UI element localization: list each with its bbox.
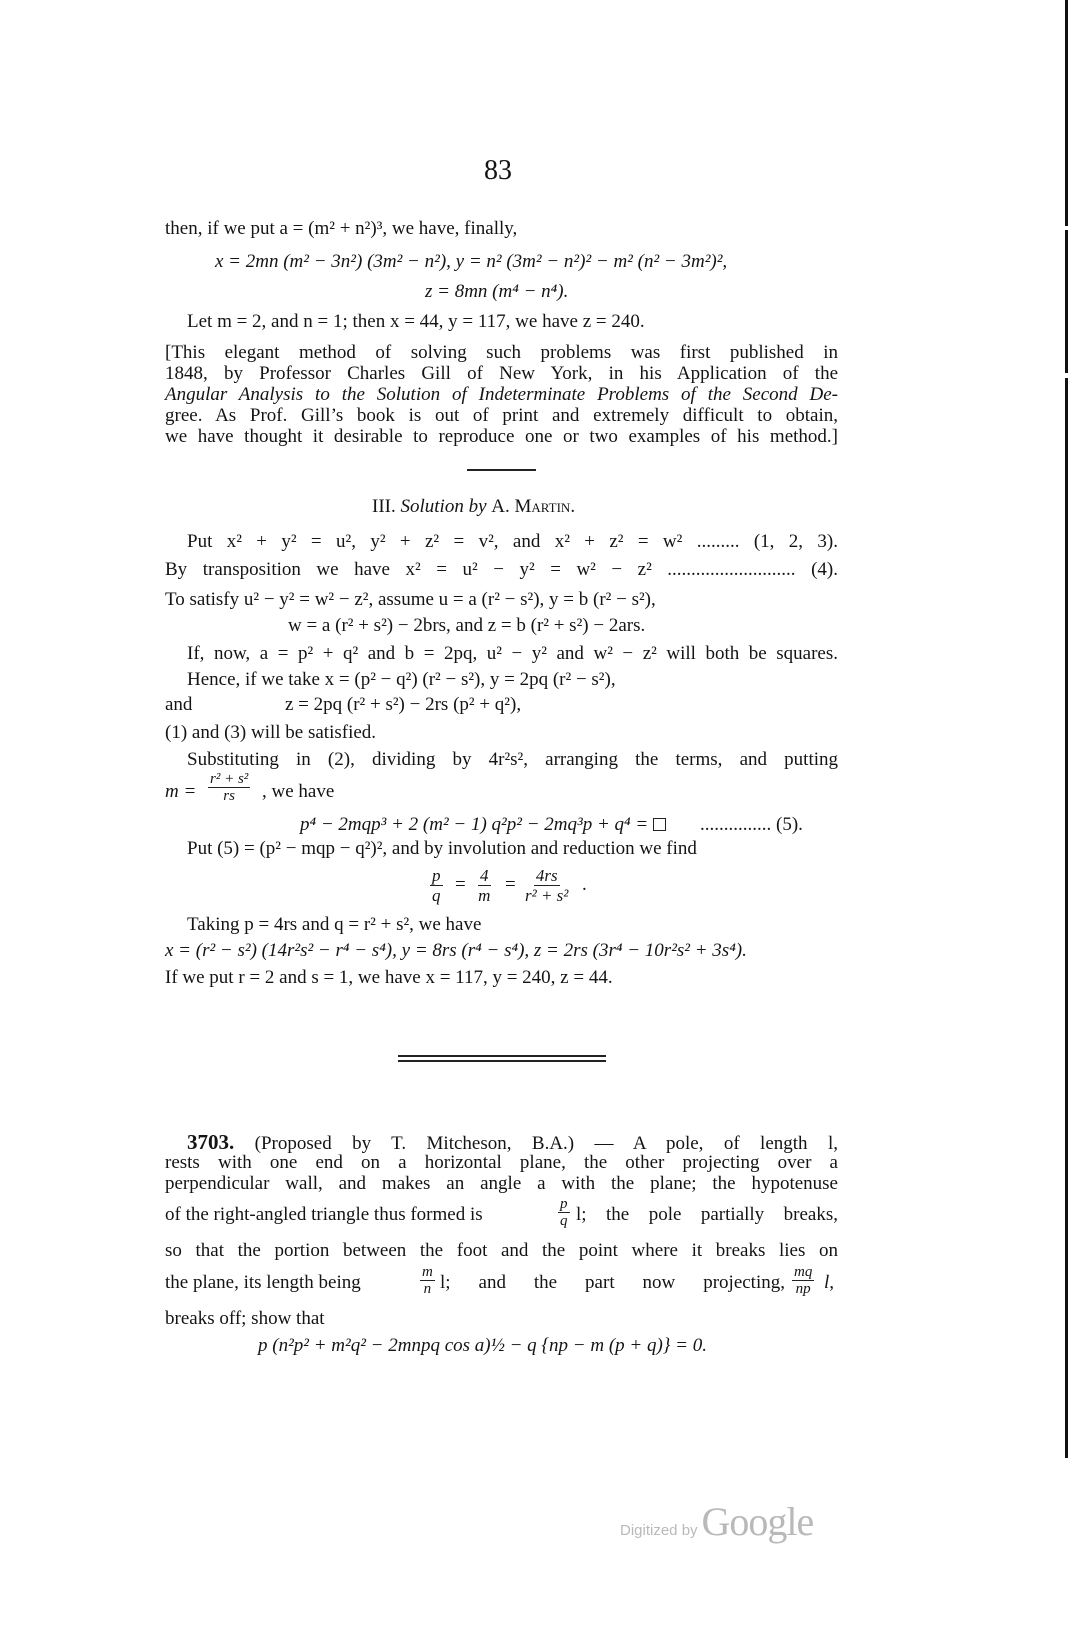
text-line: Let m = 2, and n = 1; then x = 44, y = 117, we have z = 240. xyxy=(187,311,645,332)
equation-5-label: ............... (5). xyxy=(700,814,803,835)
page-edge-shadow xyxy=(1065,0,1068,226)
equation-z: z = 2pq (r² + s²) − 2rs (p² + q²), xyxy=(285,694,522,715)
page-number: 83 xyxy=(484,155,512,186)
text-line: If, now, a = p² + q² and b = 2pq, u² − y² and w² − z² will both be squares. xyxy=(187,643,838,664)
problem-line: breaks off; show that xyxy=(165,1308,325,1329)
problem-line: l; the pole partially breaks, xyxy=(576,1204,838,1225)
equation-result: x = (r² − s²) (14r²s² − r⁴ − s⁴), y = 8rs (r⁴ − s⁴), z = 2rs (3r⁴ − 10r²s² + 3s⁴). xyxy=(165,940,747,961)
problem-line: rests with one end on a horizontal plane, the other projecting over a xyxy=(165,1152,838,1173)
heading-number: III. xyxy=(372,496,396,517)
text-line: If we put r = 2 and s = 1, we have x = 117, y = 240, z = 44. xyxy=(165,967,613,988)
note-line: gree. As Prof. Gill’s book is out of print and extremely difficult to obtain, xyxy=(165,405,838,426)
equation-5 xyxy=(300,814,666,836)
denominator: r² + s² xyxy=(525,886,569,905)
fraction-p-over-q xyxy=(558,1196,570,1229)
digitized-by-google-watermark xyxy=(620,1498,813,1545)
double-rule-top xyxy=(398,1055,606,1057)
text-line: then, if we put a = (m² + n²)³, we have, finally, xyxy=(165,218,518,239)
text-line: and xyxy=(165,694,193,715)
problem-line: so that the portion between the foot and the point where it breaks lies on xyxy=(165,1240,838,1261)
numerator: r² + s² xyxy=(210,771,249,787)
text-line: w = a (r² + s²) − 2brs, and z = b (r² + s²) − 2ars. xyxy=(288,615,646,636)
denominator: q xyxy=(560,1213,568,1229)
fraction-mq-over-np xyxy=(792,1264,814,1297)
heading-italic: Solution by xyxy=(400,496,487,517)
problem-equation: p (n²p² + m²q² − 2mnpq cos a)½ − q {np − m (p + q)} = 0. xyxy=(258,1335,707,1356)
equation-5-body: p⁴ − 2mqp³ + 2 (m² − 1) q²p² − 2mq³p + q⁴ = xyxy=(300,814,649,835)
text-line: Put (5) = (p² − mqp − q²)², and by involution and reduction we find xyxy=(187,838,697,859)
denominator: rs xyxy=(223,788,235,804)
note-line: we have thought it desirable to reproduce one or two examples of his method.] xyxy=(165,426,838,447)
note-line: [This elegant method of solving such problems was first published in xyxy=(165,342,838,363)
denominator: q xyxy=(432,886,441,905)
m-definition-lhs: m = xyxy=(165,781,197,802)
numerator: p xyxy=(432,866,441,885)
text-line: (1) and (3) will be satisfied. xyxy=(165,722,377,743)
note-line: 1848, by Professor Charles Gill of New York, in his Application of the xyxy=(165,363,838,384)
denominator: n xyxy=(423,1281,432,1297)
fraction-m-over-n xyxy=(420,1264,435,1297)
numerator: mq xyxy=(794,1264,813,1280)
problem-text: (Proposed by T. Mitcheson, B.A.) — A pole, of length l, xyxy=(254,1133,838,1154)
page-edge-shadow xyxy=(1065,378,1068,1458)
square-symbol-icon xyxy=(653,818,666,831)
fraction-m xyxy=(208,771,250,804)
section-heading xyxy=(372,496,575,518)
equation-z: z = 8mn (m⁴ − n⁴). xyxy=(425,281,569,302)
equals-sign: = xyxy=(505,874,516,895)
numerator: p xyxy=(560,1196,568,1212)
problem-line: perpendicular wall, and makes an angle a with the plane; the hypotenuse xyxy=(165,1173,838,1194)
text-line: Substituting in (2), dividing by 4r²s², arranging the terms, and putting xyxy=(187,749,838,770)
equals-sign: = xyxy=(455,874,466,895)
note-line: Angular Analysis to the Solution of Indeterminate Problems of the Second De- xyxy=(165,384,838,405)
numerator: 4rs xyxy=(535,866,558,885)
text-line: Taking p = 4rs and q = r² + s², we have xyxy=(187,914,482,935)
text-line: , we have xyxy=(262,781,335,802)
heading-author: A. Martin. xyxy=(491,496,576,517)
text-line: By transposition we have x² = u² − y² = w² − z² ........................... (4). xyxy=(165,559,838,580)
problem-line: the plane, its length being xyxy=(165,1272,361,1293)
page-edge-shadow xyxy=(1065,230,1068,373)
problem-line: l, xyxy=(824,1272,835,1293)
denominator: m xyxy=(478,886,491,905)
problem-number: 3703. xyxy=(187,1130,235,1154)
section-divider xyxy=(467,469,536,471)
numerator: m xyxy=(422,1264,433,1280)
fraction-4-m xyxy=(478,866,491,905)
numerator: 4 xyxy=(480,866,489,885)
fraction-4rs xyxy=(525,866,568,905)
digitized-label: Digitized by xyxy=(620,1522,698,1539)
text-line: Put x² + y² = u², y² + z² = v², and x² + z² = w² ......... (1, 2, 3). xyxy=(187,531,838,552)
denominator: np xyxy=(795,1281,811,1297)
fraction-p-q xyxy=(430,866,443,905)
problem-line: l; and the part now projecting, xyxy=(440,1272,785,1293)
text-line: Hence, if we take x = (p² − q²) (r² − s²), y = 2pq (r² − s²), xyxy=(187,669,616,690)
problem-line: of the right-angled triangle thus formed is xyxy=(165,1204,483,1225)
google-logo: Google xyxy=(701,1499,814,1544)
period: . xyxy=(582,874,587,895)
text-line: To satisfy u² − y² = w² − z², assume u = a (r² − s²), y = b (r² − s²), xyxy=(165,589,656,610)
double-rule-bottom xyxy=(398,1060,606,1062)
equation-xy: x = 2mn (m² − 3n²) (3m² − n²), y = n² (3m² − n²)² − m² (n² − 3m²)², xyxy=(215,251,728,272)
